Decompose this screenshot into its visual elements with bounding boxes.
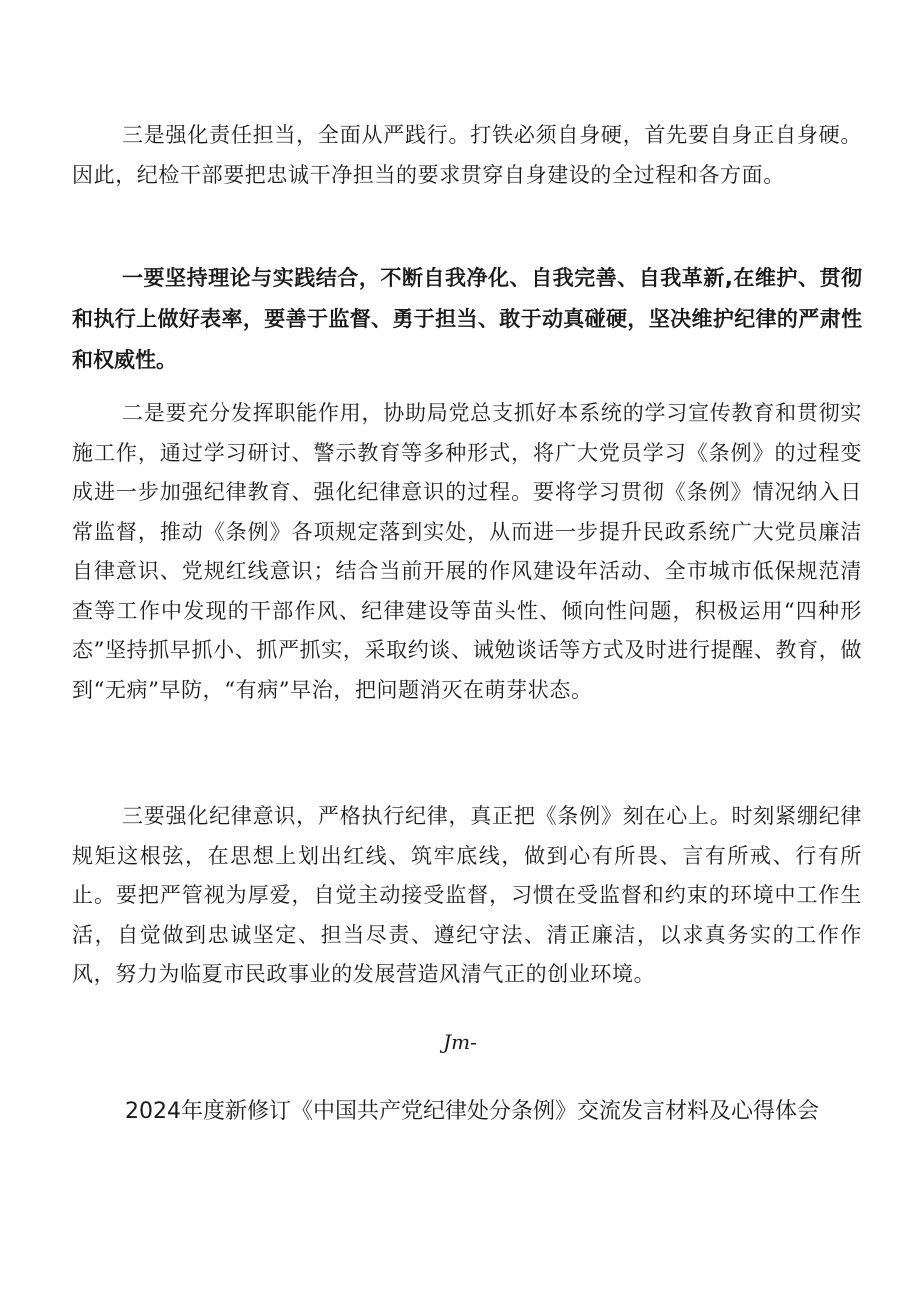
document-title: 2024年度新修订《中国共产党纪律处分条例》交流发言材料及心得体会 — [125, 1099, 819, 1124]
paragraph-theory-practice: 一要坚持理论与实践结合，不断自我净化、自我完善、自我革新,在维护、贯彻和执行上做好表率，要善于监督、勇于担当、敢于动真碰硬，坚决维护纪律的严肃性和权威性。 — [72, 266, 862, 372]
paragraph-functions: 二是要充分发挥职能作用，协助局党总支抓好本系统的学习宣传教育和贯彻实施工作，通过学习研讨、警示教育等多种形式，将广大党员学习《条例》的过程变成进一步加强纪律教育、强化纪律意识的过程。要将学习贯彻《条例》情况纳入日常监督，推动《条例》各项规定落到实处，从而进一步提升民政系统广大党员廉洁自律意识、党规红线意识；结合当前开展的作风建设年活动、全市城市低保规范清查等工作中发现的干部作风、纪律建设等苗头性、倾向性问题，积极运用“四种形态”坚持抓早抓小、抓严抓实，采取约谈、诫勉谈话等方式及时进行提醒、教育，做到“无病”早防，“有病”早治，把问题消灭在萌芽状态。 — [72, 401, 862, 702]
paragraph-discipline: 三要强化纪律意识，严格执行纪律，真正把《条例》刻在心上。时刻紧绷纪律规矩这根弦，在思想上划出红线、筑牢底线，做到心有所畏、言有所戒、行有所止。要把严管视为厚爱，自觉主动接受监督，习惯在受监督和约束的环境中工作生活，自觉做到忠诚坚定、担当尽责、遵纪守法、清正廉洁，以求真务实的工作作风，努力为临夏市民政事业的发展营造风清气正的创业环境。 — [72, 804, 862, 986]
paragraph-responsibility: 三是强化责任担当，全面从严践行。打铁必须自身硬，首先要自身正自身硬。因此，纪检干部要把忠诚干净担当的要求贯穿自身建设的全过程和各方面。 — [72, 123, 862, 187]
page-marker: Jm- — [443, 1030, 477, 1054]
